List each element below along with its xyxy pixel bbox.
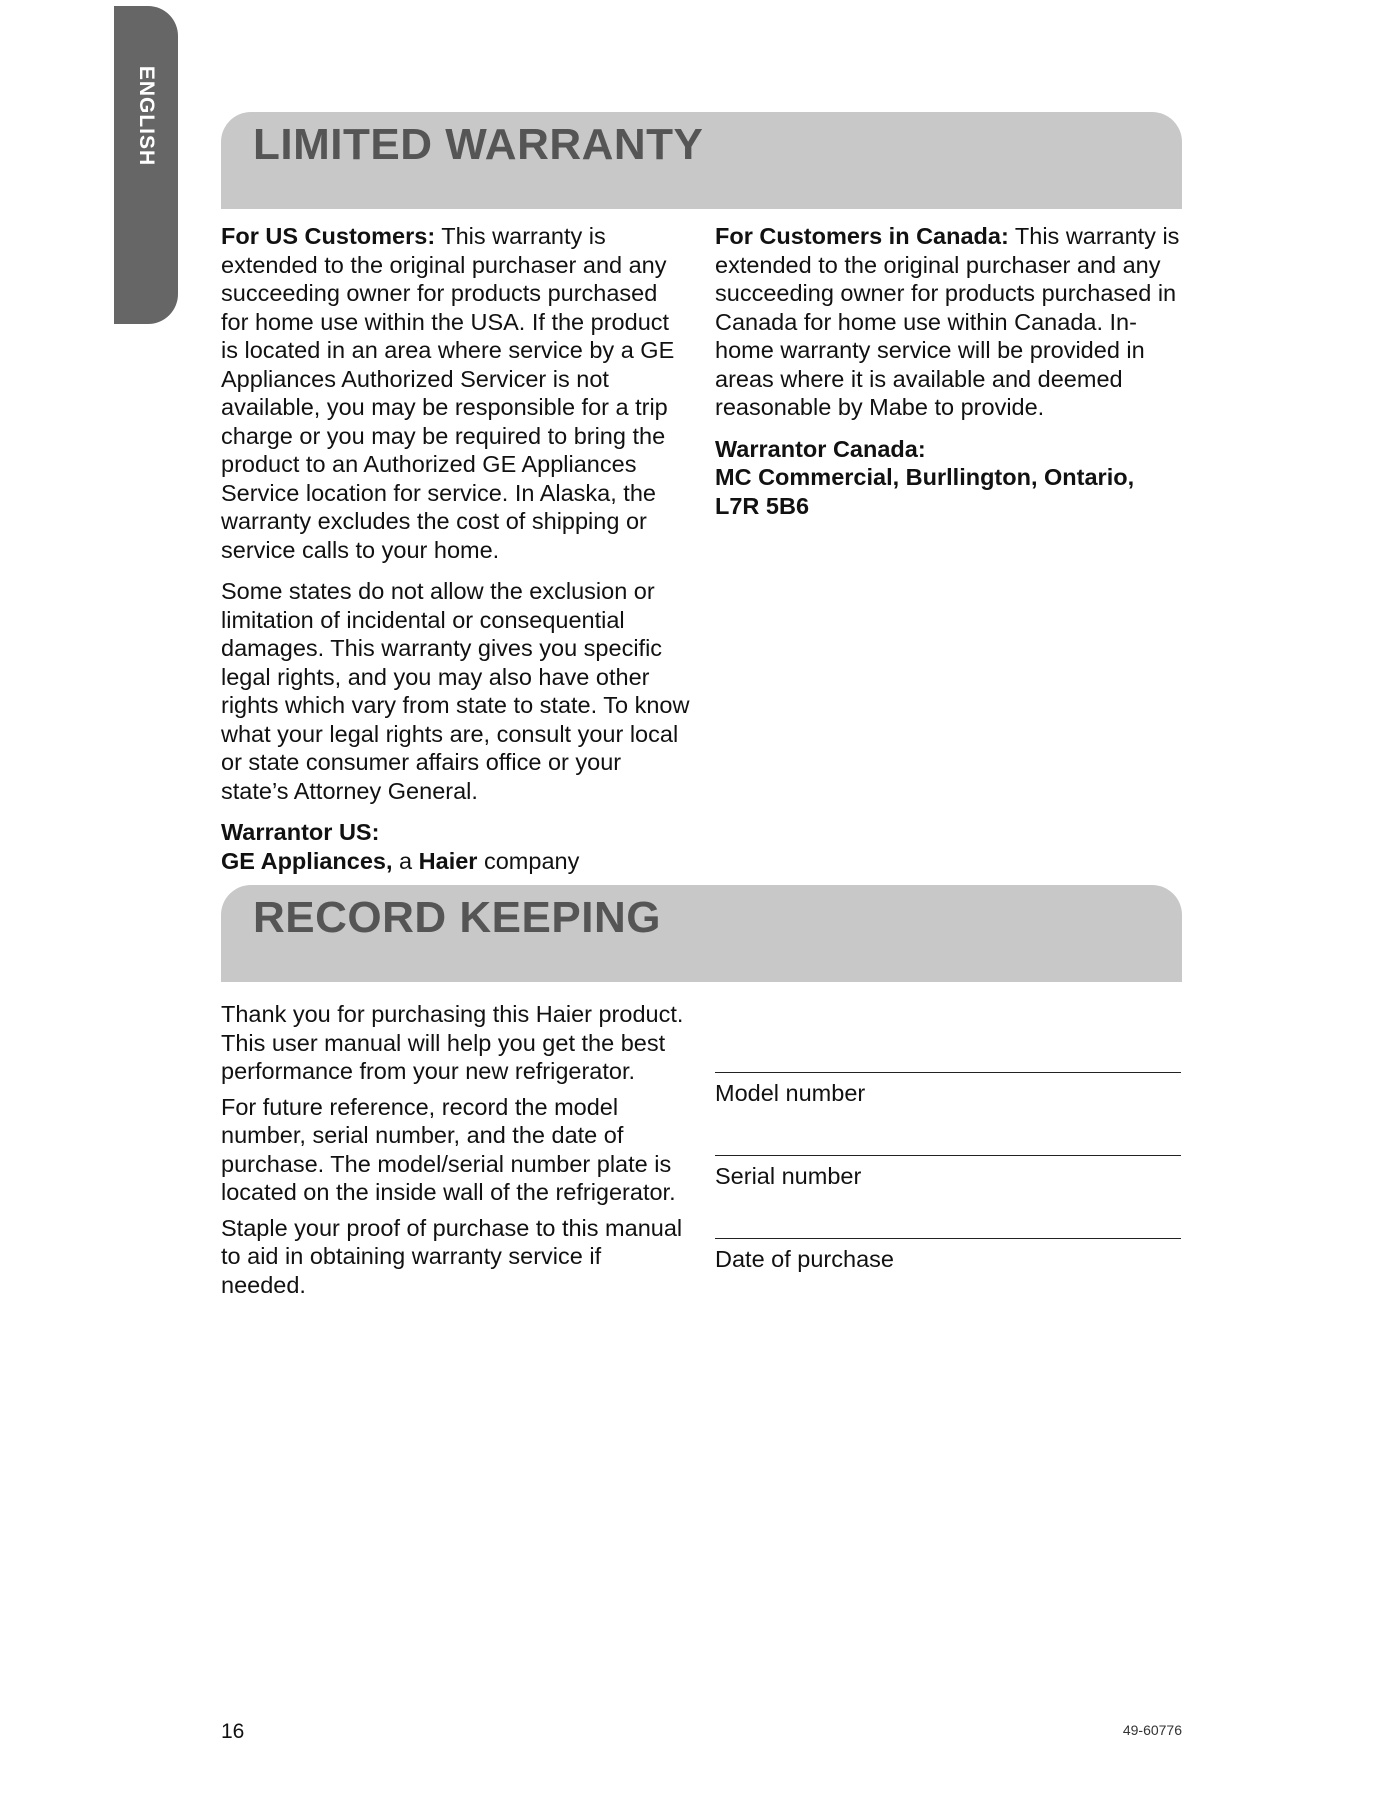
language-tab (114, 6, 178, 324)
date-of-purchase-field[interactable] (715, 1218, 1181, 1273)
record-para-2: For future reference, record the model number, serial number, and the date of purchase. The model/serial number plate is located on the inside wall of the refrigerator. (221, 1093, 676, 1205)
canada-body: This warranty is extended to the original purchaser and any succeeding owner for products purchased in Canada for home use within Canada. In- home warranty service will be provided in areas where it is available and deemed reasonable by Mabe to provide. (715, 223, 1180, 420)
date-of-purchase-label: Date of purchase (715, 1246, 894, 1272)
warranty-title: LIMITED WARRANTY (253, 120, 704, 169)
canada-lead: For Customers in Canada: (715, 223, 1009, 249)
canada-paragraph (715, 222, 1183, 422)
us-customers-lead: For US Customers: (221, 223, 436, 249)
date-of-purchase-line[interactable] (715, 1218, 1181, 1239)
warrantor-canada (715, 435, 1183, 521)
warrantor-us: Warrantor US: GE Appliances, a Haier company (221, 819, 580, 874)
model-number-line[interactable] (715, 1052, 1181, 1073)
model-number-field[interactable] (715, 1052, 1181, 1107)
model-number-label: Model number (715, 1080, 866, 1106)
warrantor-canada-line2: L7R 5B6 (715, 492, 810, 519)
us-customers-body: This warranty is extended to the original purchaser and any succeeding owner for products purchased for home use within the USA. If the product is located in an area where service by a GE Appliances Authorized Servicer is not available, you may be responsible for a trip charge or you may be required to bring the product to an Authorized GE Appliances Service location for service. In Alaska, the warranty excludes the cost of shipping or service calls to your home. (221, 223, 675, 563)
record-header (221, 885, 1182, 982)
warranty-header (221, 112, 1182, 209)
record-para-3: Staple your proof of purchase to this manual to aid in obtaining warranty service if needed. (221, 1214, 683, 1298)
record-para-1: Thank you for purchasing this Haier product. This user manual will help you get the best performance from your new refrigerator. (221, 1001, 684, 1084)
record-title: RECORD KEEPING (253, 893, 661, 942)
serial-number-line[interactable] (715, 1135, 1181, 1156)
warrantor-us-parent: Haier (418, 847, 478, 874)
warrantor-us-company: GE Appliances, (221, 847, 393, 874)
warranty-right-column (715, 222, 1183, 533)
page-number: 16 (221, 1720, 245, 1743)
warrantor-canada-label: Warrantor Canada: (715, 435, 926, 462)
record-left-column (221, 1000, 691, 1312)
warrantor-canada-line1: MC Commercial, Burllington, Ontario, (715, 464, 1135, 490)
language-label: ENGLISH (135, 65, 158, 167)
us-customers-paragraph (221, 222, 691, 564)
document-code: 49-60776 (1122, 1722, 1182, 1738)
states-paragraph: Some states do not allow the exclusion or limitation of incidental or consequential damages. This warranty gives you specific legal rights, and you may also have other rights which vary from state to state. To know what your legal rights are, consult your local or state consumer affairs office or your state’s Attorney General. (221, 578, 690, 804)
warrantor-us-label: Warrantor US: (221, 819, 380, 845)
serial-number-label: Serial number (715, 1163, 862, 1189)
serial-number-field[interactable] (715, 1135, 1181, 1190)
warranty-left-column (221, 222, 691, 888)
